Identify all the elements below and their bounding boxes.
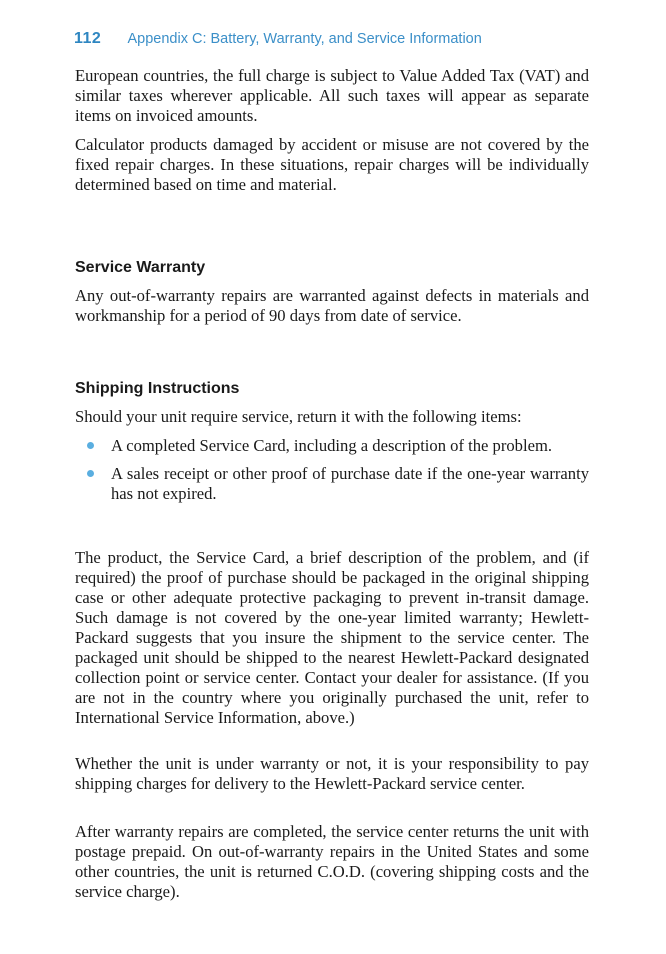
paragraph-packaging: The product, the Service Card, a brief description of the problem, and (if required) the proof of purchase should be packaged in the original shipping case or other adequate protective packaging to prevent in-transit damage. Such damage is not covered by the one-year limited warranty; Hewlett-Packard suggests that you insure the shipment to the service center. The packaged unit should be shipped to the nearest Hewlett-Packard designated collection point or service center. Contact your dealer for assistance. (If you are not in the country where you originally purchased the unit, refer to International Service Information, above.) [75,548,589,727]
page-number: 112 [74,30,102,47]
shipping-items-list [75,436,589,512]
list-item [75,436,589,456]
section-heading-shipping-instructions: Shipping Instructions [75,380,240,397]
paragraph-shipping-intro: Should your unit require service, return it with the following items: [75,407,522,426]
paragraph-vat: European countries, the full charge is subject to Value Added Tax (VAT) and similar taxes wherever applicable. All such taxes will appear as separate items on invoiced amounts. [75,66,589,125]
running-header [74,30,482,48]
paragraph-return: After warranty repairs are completed, the service center returns the unit with postage prepaid. On out-of-warranty repairs in the United States and some other countries, the unit is returned C.O.D. (covering shipping costs and the service charge). [75,822,589,901]
paragraph-damage: Calculator products damaged by accident or misuse are not covered by the fixed repair charges. In these situations, repair charges will be individually determined based on time and material. [75,135,589,194]
list-item [75,464,589,504]
section-heading-service-warranty: Service Warranty [75,259,206,276]
bullet-icon [87,470,94,477]
paragraph-shipping-charges: Whether the unit is under warranty or not, it is your responsibility to pay shipping charges for delivery to the Hewlett-Packard service center. [75,754,589,793]
list-item-text: A sales receipt or other proof of purchase date if the one-year warranty has not expired. [111,464,589,503]
list-item-text: A completed Service Card, including a description of the problem. [111,436,552,455]
paragraph-service-warranty: Any out-of-warranty repairs are warranted against defects in materials and workmanship for a period of 90 days from date of service. [75,286,589,325]
bullet-icon [87,442,94,449]
running-title: Appendix C: Battery, Warranty, and Service Information [127,31,482,47]
